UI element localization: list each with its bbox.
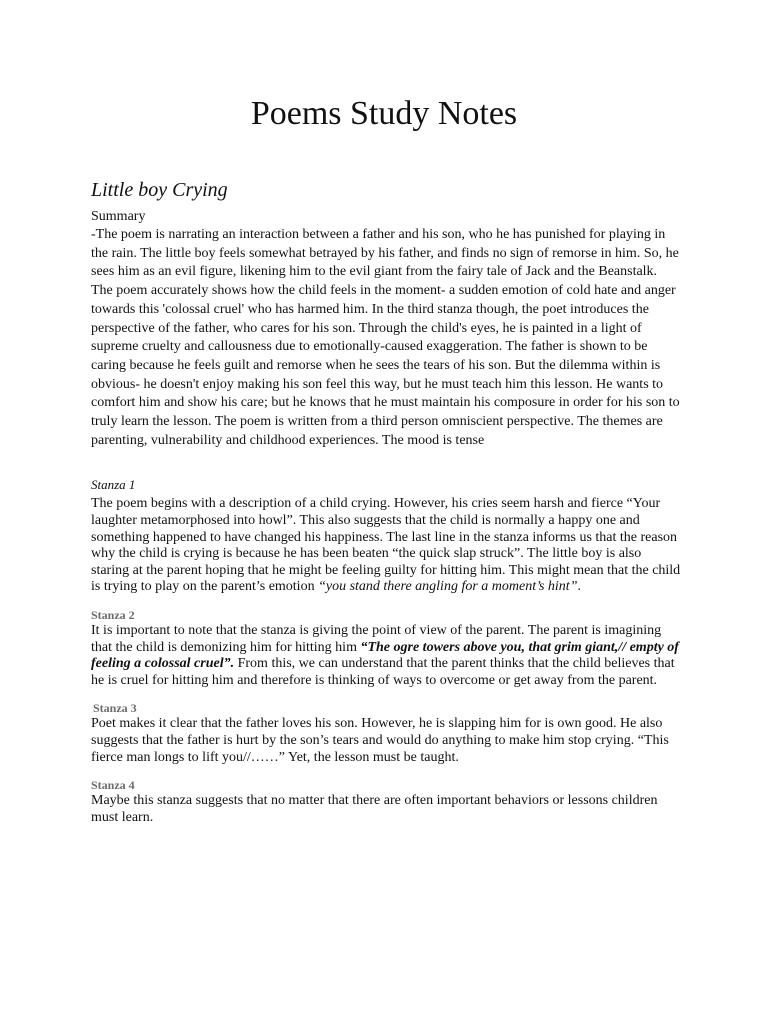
stanza-2-heading: Stanza 2 bbox=[91, 608, 135, 622]
stanza-3-paragraph: Poet makes it clear that the father loves his son. However, he is slapping him for is own good. He also suggests that the father is hurt by the son’s tears and would do anything to make him stop crying. “This fierce man longs to lift you//……” Yet, the lesson must be taught. bbox=[91, 716, 669, 765]
stanza-1-text-end: . bbox=[577, 579, 581, 595]
page-title: Poems Study Notes bbox=[250, 95, 518, 132]
summary-label: Summary bbox=[91, 209, 146, 224]
notes-content bbox=[91, 176, 681, 826]
stanza-1-quote: “you stand there angling for a moment’s hint” bbox=[318, 579, 578, 595]
stanza-1-text: The poem begins with a description of a child crying. However, his cries seem harsh and fierce “Your laughter metamorphosed into howl”. This also suggests that the child is normally a happy one and something happened to have changed his happiness. The last line in the stanza informs us that the reason why the child is crying is because he has been beaten “the quick slap struck”. The little boy is also staring at the parent hoping that he might be feeling guilty for hitting him. This might mean that the child is trying to play on the parent’s emotion bbox=[91, 496, 681, 595]
summary-paragraph: -The poem is narrating an interaction between a father and his son, who he has punished for playing in the rain. The little boy feels somewhat betrayed by his father, and finds no sign of remorse in him. So, he sees him as an evil figure, likening him to the evil giant from the fairy tale of Jack and the Beanstalk. The poem accurately shows how the child feels in the moment- a sudden emotion of cold hate and anger towards this 'colossal cruel' who has harmed him. In the third stanza though, the poet introduces the perspective of the father, who cares for his son. Through the child's eyes, he is painted in a light of supreme cruelty and callousness due to emotionally-caused exaggeration. The father is shown to be caring because he feels guilt and remorse when he sees the tears of his son. But the dilemma within is obvious- he doesn't enjoy making his son feel this way, but he must teach him this lesson. He wants to comfort him and show his care; but he knows that he must maintain his composure in order for his son to truly learn the lesson. The poem is written from a third person omniscient perspective. The themes are parenting, vulnerability and childhood experiences. The mood is tense bbox=[91, 227, 680, 448]
stanza-4-paragraph: Maybe this stanza suggests that no matter that there are often important behaviors or lessons children must learn. bbox=[91, 793, 658, 825]
stanza-2-text: It is important to note that the stanza is giving the point of view of the parent. The parent is imagining that the child is demonizing him for hitting him bbox=[91, 623, 662, 655]
stanza-1-heading: Stanza 1 bbox=[91, 477, 136, 493]
stanza-2-text-end: From this, we can understand that the parent thinks that the child believes that he is cruel for hitting him and therefore is thinking of ways to overcome or get away from the parent. bbox=[91, 656, 675, 688]
stanza-2-paragraph bbox=[91, 623, 681, 689]
stanza-1-paragraph bbox=[91, 496, 681, 596]
stanza-2-quote: “The ogre towers above you, that grim giant,// empty of feeling a colossal cruel”. bbox=[91, 639, 679, 672]
poem-heading: Little boy Crying bbox=[91, 179, 228, 201]
stanza-3-heading: Stanza 3 bbox=[93, 701, 137, 716]
stanza-4-heading: Stanza 4 bbox=[91, 778, 135, 793]
